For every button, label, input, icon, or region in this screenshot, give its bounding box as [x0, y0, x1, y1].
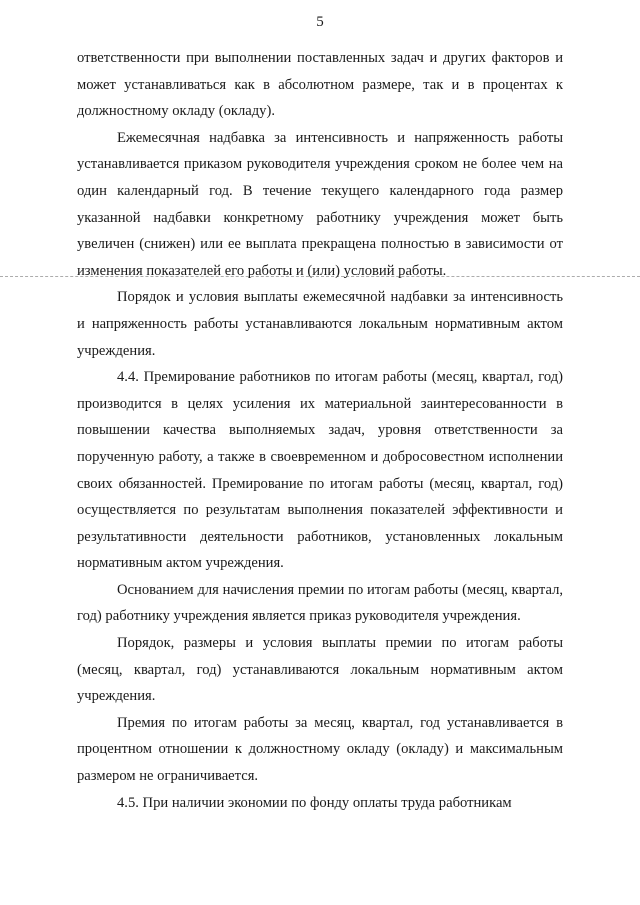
- paragraph: 4.4. Премирование работников по итогам работы (месяц, квартал, год) производится в целях усиления их материальной заинтересованности в повышении качества выполняемых задач, уровня ответственности за порученную работу, а также в своевременном и добросовестном исполнении своих обязанностей. Премирование по итогам работы (месяц, квартал, год) осуществляется по результатам выполнения показателей эффективности и результативности деятельности работников, установленных локальным нормативным актом учреждения.: [77, 369, 563, 572]
- paragraph: Порядок, размеры и условия выплаты премии по итогам работы (месяц, квартал, год) устанавливаются локальным нормативным актом учреждения.: [77, 635, 563, 705]
- paragraph: Премия по итогам работы за месяц, квартал, год устанавливается в процентном отношении к должностному окладу (окладу) и максимальным размером не ограничивается.: [77, 714, 563, 785]
- paragraph: 4.5. При наличии экономии по фонду оплаты труда работникам: [117, 794, 512, 811]
- paragraph: ответственности при выполнении поставленных задач и других факторов и может устанавливаться как в абсолютном размере, так и в процентах к должностному окладу (окладу).: [77, 50, 563, 120]
- paragraph: Ежемесячная надбавка за интенсивность и напряженность работы устанавливается приказом руководителя учреждения сроком не более чем на один календарный год. В течение текущего календарного года размер указанной надбавки конкретному работнику учреждения может быть увеличен (снижен) или ее выплата прекращена полностью в зависимости от изменения показателей его работы и (или) условий работы.: [77, 129, 563, 279]
- document-body: [77, 45, 563, 816]
- paragraph: Порядок и условия выплаты ежемесячной надбавки за интенсивность и напряженность работы устанавливаются локальным нормативным актом учреждения.: [77, 289, 563, 359]
- page-number: 5: [316, 14, 324, 30]
- paragraph: Основанием для начисления премии по итогам работы (месяц, квартал, год) работнику учреждения является приказ руководителя учреждения.: [77, 581, 563, 625]
